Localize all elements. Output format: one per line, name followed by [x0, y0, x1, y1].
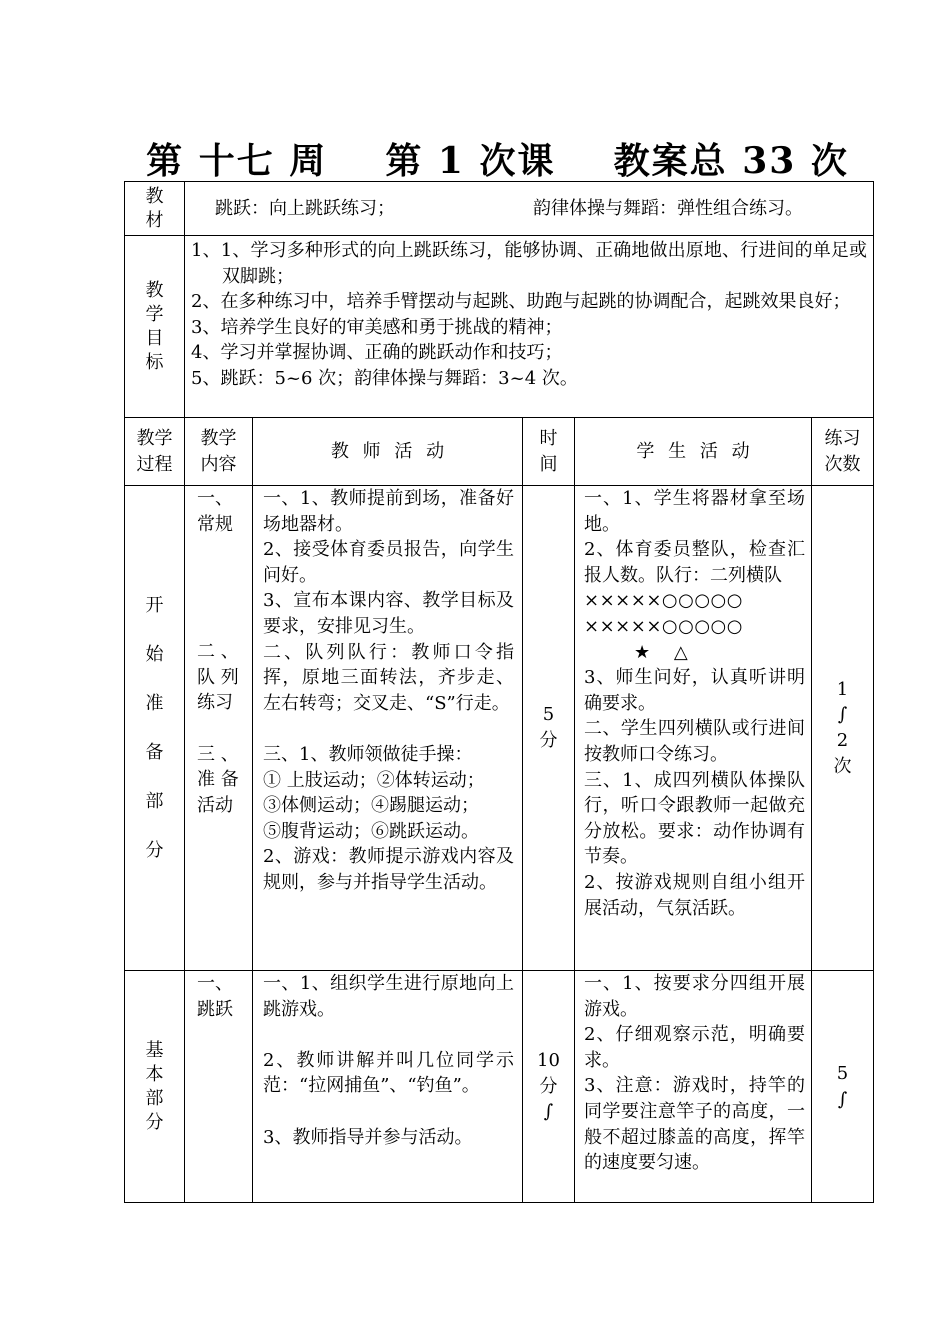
goals-row [125, 236, 874, 418]
content-prep: 三 、 准 备 活动 [197, 743, 239, 816]
header-reps: 练习 次数 [812, 418, 874, 486]
start-reps: 1 ∫ 2 次 [812, 486, 874, 971]
header-content: 教学 内容 [185, 418, 253, 486]
goals-content [185, 236, 874, 418]
formation-row-2: ×××××○○○○○ [584, 615, 743, 637]
goal-item-4: 4、学习并掌握协调、正确的跳跃动作和技巧； [191, 342, 563, 364]
content-routine: 一、 常规 [197, 488, 233, 535]
materials-rhythm: 韵律体操与舞蹈：弹性组合练习。 [533, 197, 803, 219]
goals-label: 教 学 目 标 [125, 236, 185, 418]
title-total: 教案总 33 次 [613, 140, 849, 182]
header-student: 学 生 活 动 [575, 418, 812, 486]
header-time: 时 间 [523, 418, 575, 486]
materials-row [125, 182, 874, 236]
start-teacher: 一、1、教师提前到场，准备好场地器材。 2、接受体育委员报告，向学生问好。 3、宣布本课内容、教学目标及要求，安排见习生。 二、队列队行：教师口令指挥，原地三面转法，齐步走、左右转弯；交叉走、“S”行走。 三、1、教师领做徒手操： ① 上肢运动；②体转运动； ③体侧运动；④踢腿运动； ⑤腹背运动；⑥跳跃运动。 2、游戏：教师提示游戏内容及规则，参与并指导学生活动。 [253, 486, 523, 971]
start-section-row [125, 486, 874, 971]
start-process: 开 始 准 备 部 分 [125, 486, 185, 971]
title-lesson: 第 1 次课 [385, 140, 556, 182]
basic-student: 一、1、按要求分四组开展游戏。 2、仔细观察示范，明确要求。 3、注意：游戏时，持竿的同学要注意竿子的高度，一般不超过膝盖的高度，挥竿的速度要匀速。 [575, 971, 812, 1203]
goal-item-5: 5、跳跃：5~6 次；韵律体操与舞蹈：3~4 次。 [191, 367, 578, 389]
basic-section-row [125, 971, 874, 1203]
start-student: 一、1、学生将器材拿至场地。 2、体育委员整队，检查汇报人数。队行：二列横队 ×××××○○○○○ ×××××○○○○○ ★ △ 3、师生问好，认真听讲明确要求。 二、学生四列横队或行进间按教师口令练习。 三、1、成四列横队体操队行，听口令跟教师一起做充分放松。要求：动作协调有节奏。 2、按游戏规则自组小组开展活动，气氛活跃。 [575, 486, 812, 971]
header-row [125, 418, 874, 486]
goal-item-1: 1、1、学习多种形式的向上跳跃练习，能够协调、正确地做出原地、行进间的单足或双脚跳； [191, 240, 868, 287]
goal-item-2: 2、在多种练习中，培养手臂摆动与起跳、助跑与起跳的协调配合，起跳效果良好； [191, 291, 851, 313]
basic-process: 基 本 部 分 [125, 971, 185, 1203]
materials-label: 教 材 [125, 182, 185, 236]
basic-time: 10 分 ∫ [523, 971, 575, 1203]
header-teacher: 教 师 活 动 [253, 418, 523, 486]
formation-row-1: ×××××○○○○○ [584, 590, 743, 612]
basic-content: 一、 跳跃 [185, 971, 253, 1203]
start-time: 5 分 [523, 486, 575, 971]
basic-teacher: 一、1、组织学生进行原地向上跳游戏。 2、教师讲解并叫几位同学示范：“拉网捕鱼”、“钓鱼”。 3、教师指导并参与活动。 [253, 971, 523, 1203]
basic-reps: 5 ∫ [812, 971, 874, 1203]
lesson-plan-table [124, 181, 874, 1203]
title-week: 第 十七 周 [146, 140, 328, 182]
content-formation: 二 、 队 列 练习 [197, 641, 239, 714]
materials-jump: 跳跃：向上跳跃练习； [215, 197, 395, 219]
goal-item-3: 3、培养学生良好的审美感和勇于挑战的精神； [191, 316, 563, 338]
page-title [120, 133, 875, 184]
header-process: 教学 过程 [125, 418, 185, 486]
materials-content [185, 182, 874, 236]
start-content [185, 486, 253, 971]
formation-symbols: ★ △ [634, 641, 688, 663]
